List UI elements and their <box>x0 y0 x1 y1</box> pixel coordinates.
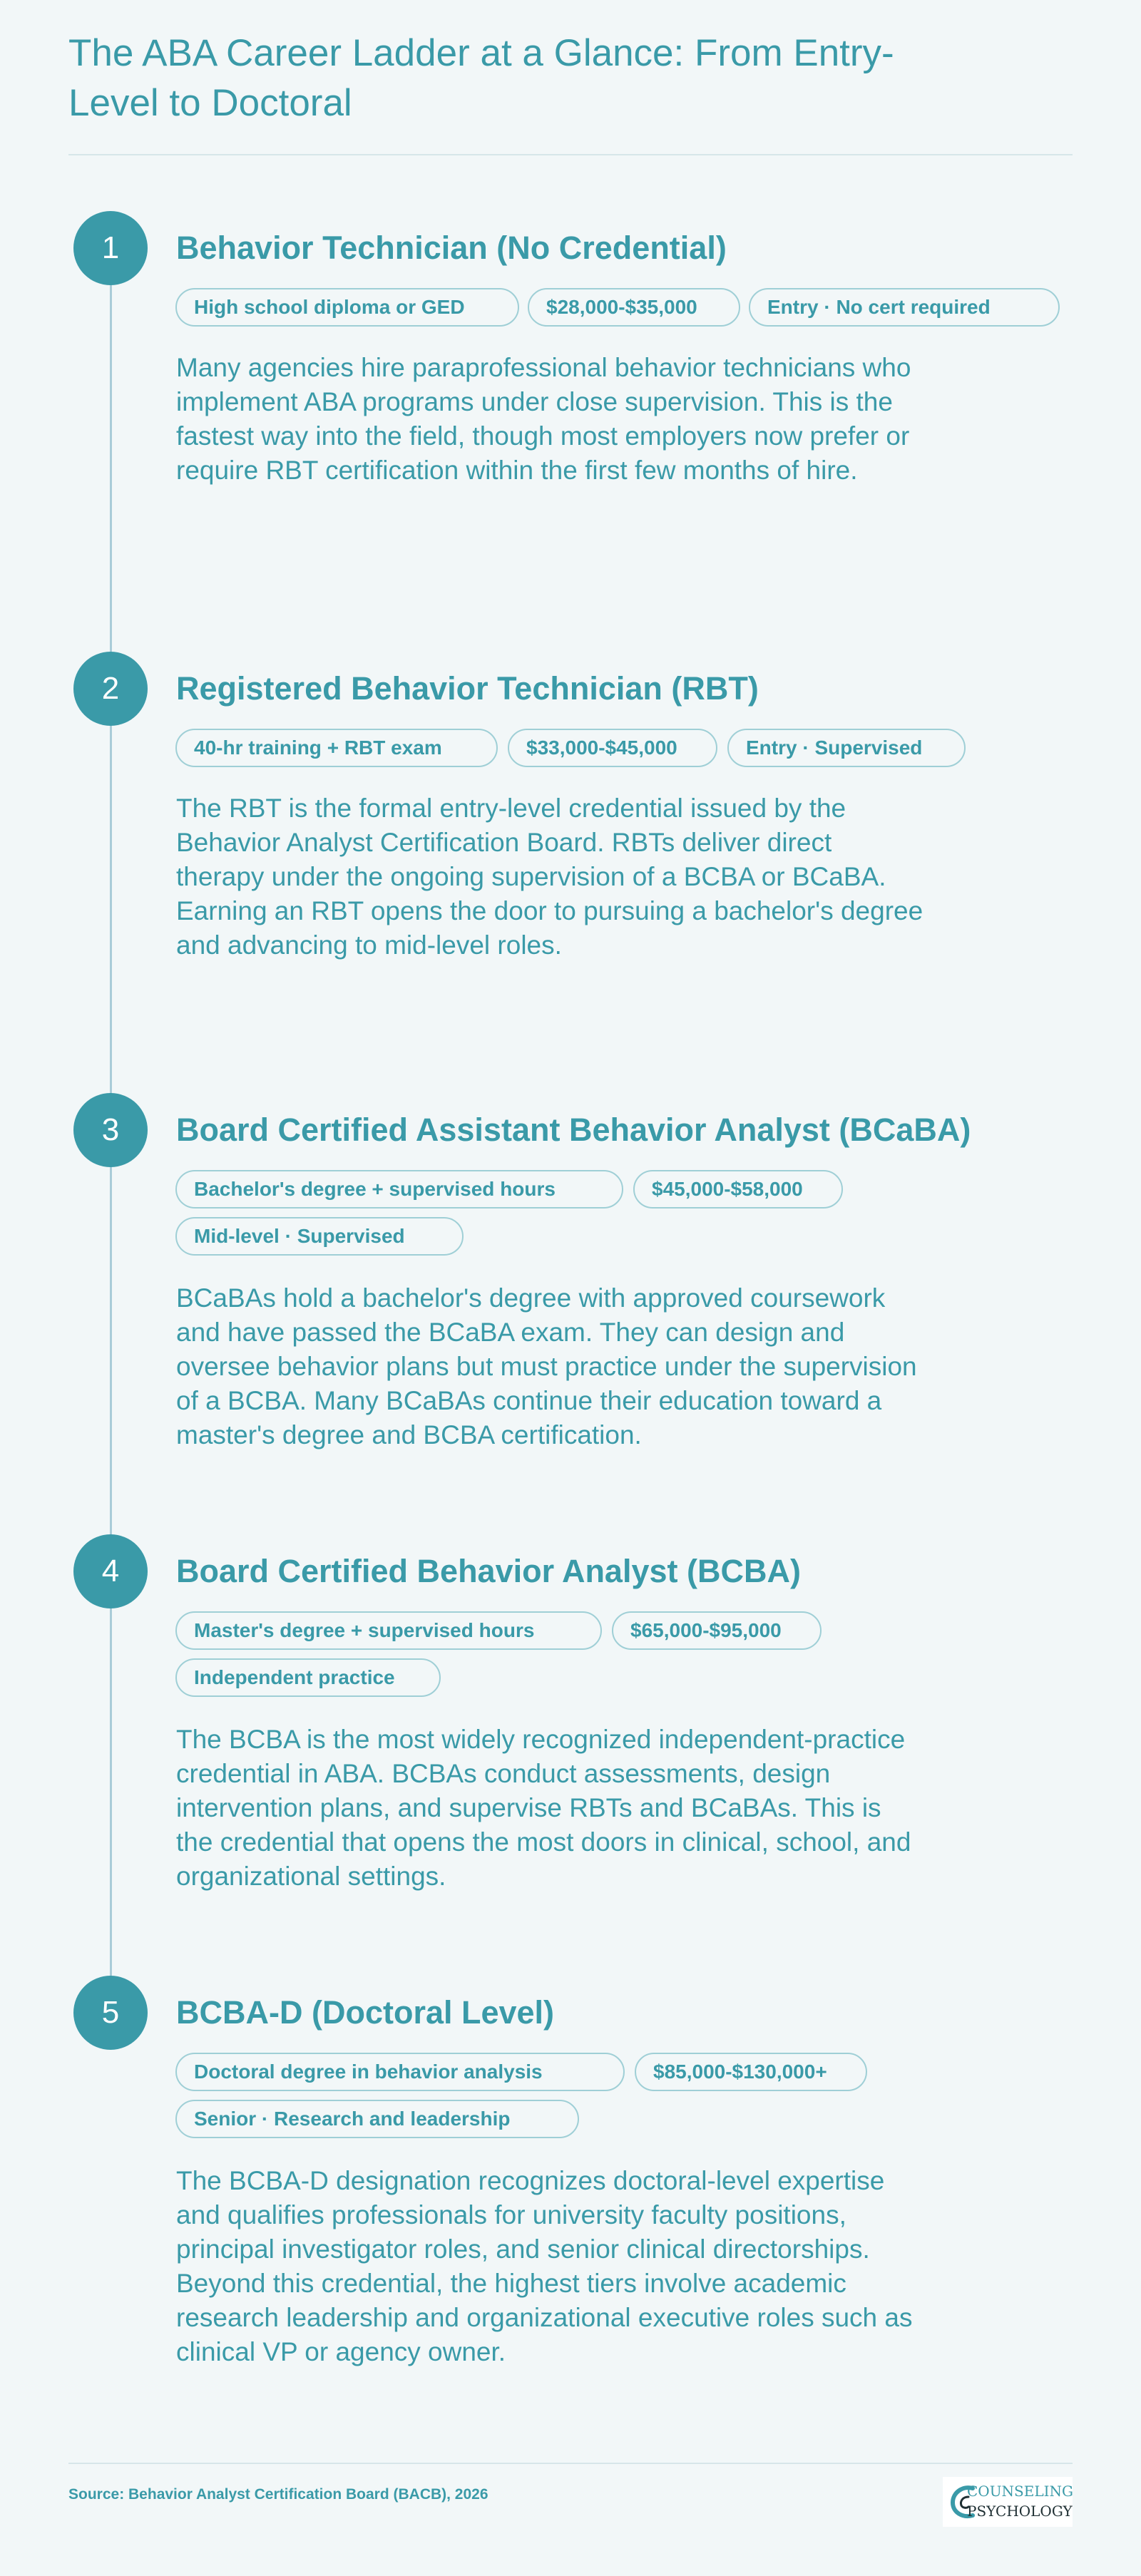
tag-salary: $65,000-$95,000 <box>612 1611 822 1650</box>
step-title: BCBA-D (Doctoral Level) <box>176 1994 555 2031</box>
step-number-badge: 2 <box>73 652 148 726</box>
source-note: Source: Behavior Analyst Certification Board (BACB), 2026 <box>68 2486 488 2503</box>
step-title: Behavior Technician (No Credential) <box>176 230 727 266</box>
tag-salary: $33,000-$45,000 <box>508 729 717 767</box>
tag-salary: $85,000-$130,000+ <box>635 2053 867 2091</box>
top-divider <box>68 154 1073 155</box>
page-title: The ABA Career Ladder at a Glance: From Entry-Level to Doctoral <box>68 32 894 124</box>
tag-level: Senior · Research and leadership <box>175 2100 579 2138</box>
step-number-badge: 4 <box>73 1534 148 1608</box>
tag-education: High school diploma or GED <box>175 288 519 327</box>
step-description: The RBT is the formal entry-level credential issued by the Behavior Analyst Certification Board. RBTs deliver direct therapy under the ongoing supervision of a BCBA or BCaBA. Earning an RBT opens the door to pursuing a bachelor's degree and advancing to mid-level roles. <box>176 794 923 960</box>
step-number-badge: 5 <box>73 1976 148 2050</box>
step-number-badge: 1 <box>73 211 148 285</box>
tag-level: Entry · Supervised <box>727 729 966 767</box>
logo-text-line2: PSYCHOLOGY <box>967 2503 1073 2520</box>
tag-level: Independent practice <box>175 1658 441 1697</box>
tag-education: Bachelor's degree + supervised hours <box>175 1170 623 1209</box>
step-title: Board Certified Assistant Behavior Analyst (BCaBA) <box>176 1112 971 1148</box>
tag-level: Mid-level · Supervised <box>175 1217 464 1256</box>
tag-education: Master's degree + supervised hours <box>175 1611 602 1650</box>
tag-salary: $28,000-$35,000 <box>528 288 740 327</box>
brand-logo <box>943 2477 1073 2527</box>
step-description: Many agencies hire paraprofessional behavior technicians who implement ABA programs under close supervision. This is the fastest way into the field, though most employers now prefer or require RBT certification within the first few months of hire. <box>176 353 911 485</box>
tag-education: 40-hr training + RBT exam <box>175 729 498 767</box>
tag-salary: $45,000-$58,000 <box>633 1170 843 1209</box>
bottom-divider <box>68 2463 1073 2464</box>
step-description: BCaBAs hold a bachelor's degree with approved coursework and have passed the BCaBA exam. They can design and oversee behavior plans but must practice under the supervision of a BCBA. Many BCaBAs continue their education toward a master's degree and BCBA certification. <box>176 1283 917 1449</box>
step-title: Board Certified Behavior Analyst (BCBA) <box>176 1553 801 1589</box>
step-description: The BCBA is the most widely recognized independent-practice credential in ABA. BCBAs conduct assessments, design intervention plans, and supervise RBTs and BCaBAs. This is the credential that opens the most doors in clinical, school, and organizational settings. <box>176 1725 911 1891</box>
tag-level: Entry · No cert required <box>749 288 1060 327</box>
step-number-badge: 3 <box>73 1093 148 1167</box>
logo-text-line1: COUNSELING <box>967 2483 1074 2500</box>
step-description: The BCBA-D designation recognizes doctoral-level expertise and qualifies professionals for university faculty positions, principal investigator roles, and senior clinical directorships. Beyond this credential, the highest tiers involve academic research leadership and organizational executive roles such as clinical VP or agency owner. <box>176 2166 913 2366</box>
step-title: Registered Behavior Technician (RBT) <box>176 670 759 707</box>
tag-education: Doctoral degree in behavior analysis <box>175 2053 625 2091</box>
